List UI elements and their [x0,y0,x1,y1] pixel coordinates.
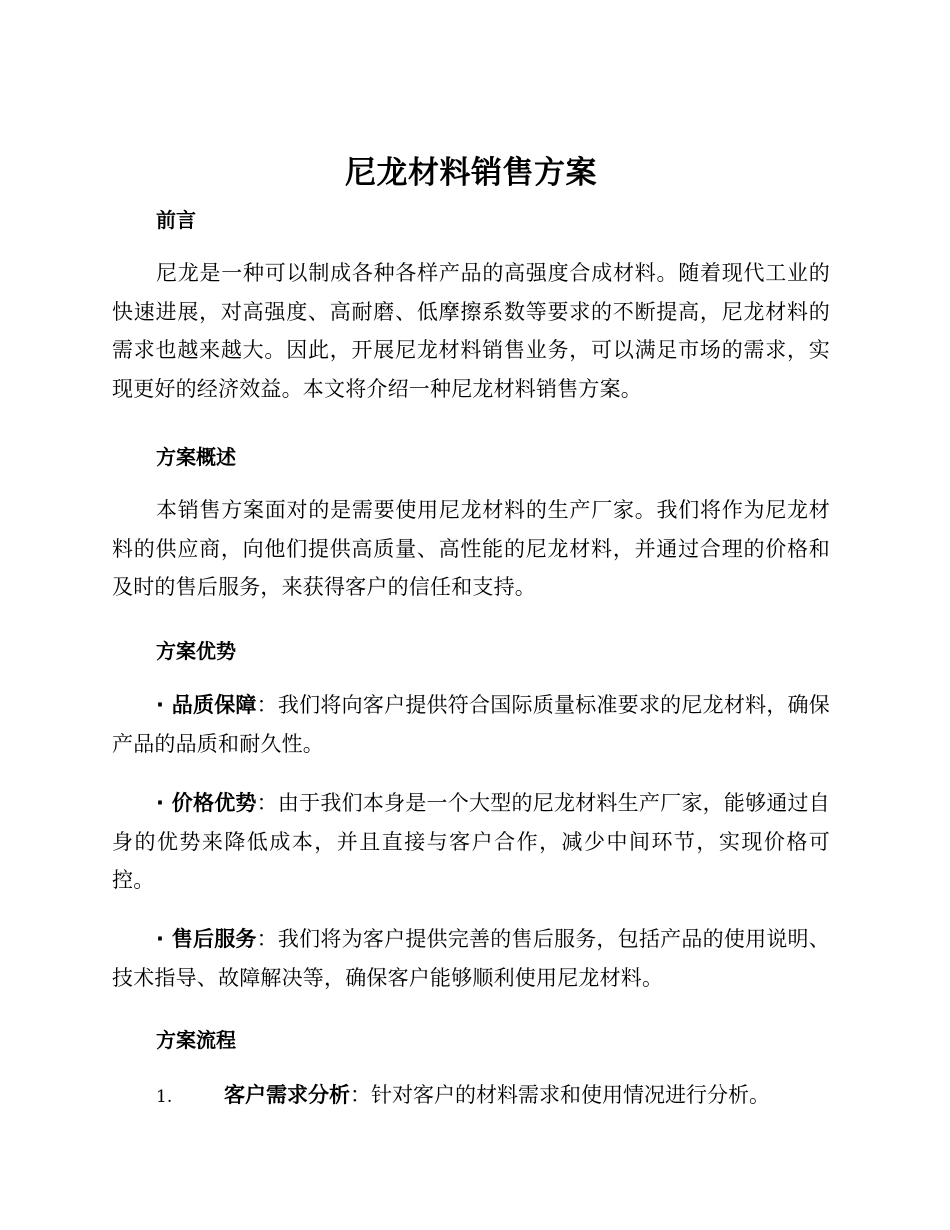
advantage-label: · 品质保障 [156,693,257,717]
document-title: 尼龙材料销售方案 [345,155,597,191]
advantage-item-price [112,784,830,900]
process-list-item [156,1076,830,1116]
preface-paragraph: 尼龙是一种可以制成各种各样产品的高强度合成材料。随着现代工业的快速进展，对高强度、高耐磨、低摩擦系数等要求的不断提高，尼龙材料的需求也越来越大。因此，开展尼龙材料销售业务，可以满足市场的需求，实现更好的经济效益。本文将介绍一种尼龙材料销售方案。 [112,261,830,401]
advantage-item-quality [112,686,830,763]
advantage-label: · 售后服务 [156,927,257,951]
list-number: 1. [156,1087,173,1107]
advantage-text: ：我们将为客户提供完善的售后服务，包括产品的使用说明、技术指导、故障解决等，确保客户能够顺利使用尼龙材料。 [112,927,830,990]
section-heading-advantages: 方案优势 [156,639,236,663]
advantage-label: · 价格优势 [156,791,257,815]
advantage-text: ：我们将向客户提供符合国际质量标准要求的尼龙材料，确保产品的品质和耐久性。 [112,693,830,756]
section-heading-process: 方案流程 [156,1028,236,1052]
process-step-text: ：针对客户的材料需求和使用情况进行分析。 [350,1083,770,1107]
advantage-text: ：由于我们本身是一个大型的尼龙材料生产厂家，能够通过自身的优势来降低成本，并且直接与客户合作，减少中间环节，实现价格可控。 [112,791,830,892]
advantage-item-service [112,920,830,997]
section-heading-overview: 方案概述 [156,445,236,469]
process-step-label: 客户需求分析 [224,1083,350,1107]
section-heading-preface: 前言 [156,208,196,232]
overview-paragraph: 本销售方案面对的是需要使用尼龙材料的生产厂家。我们将作为尼龙材料的供应商，向他们提供高质量、高性能的尼龙材料，并通过合理的价格和及时的售后服务，来获得客户的信任和支持。 [112,498,830,599]
